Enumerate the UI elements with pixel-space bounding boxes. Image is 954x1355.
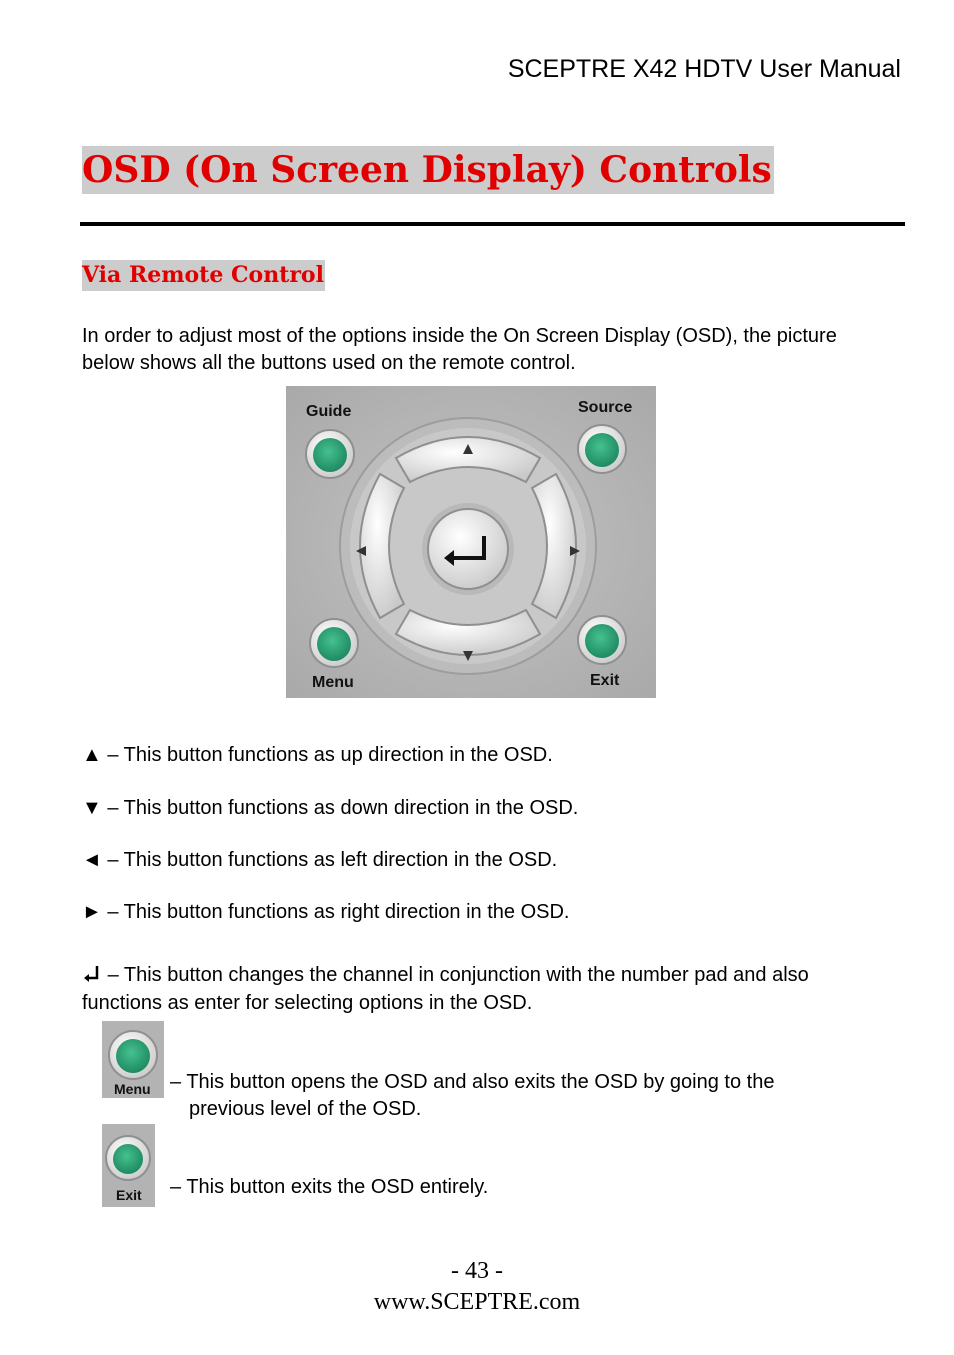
subsection-title-highlight — [82, 260, 325, 291]
remote-control-image — [286, 386, 656, 698]
enter-icon — [82, 963, 102, 983]
enter-button — [428, 509, 508, 589]
guide-label: Guide — [306, 403, 352, 420]
source-label: Source — [578, 399, 633, 416]
right-description — [82, 899, 569, 926]
menu-description-text-continued: previous level of the OSD. — [189, 1098, 422, 1120]
section-title-highlight — [82, 146, 774, 194]
title-divider — [80, 222, 905, 226]
left-arrow-icon: ◄ — [82, 849, 102, 871]
menu-thumbnail-label: Menu — [114, 1081, 151, 1097]
left-description-text: – This button functions as left direction in the OSD. — [107, 849, 558, 871]
exit-thumbnail-label: Exit — [116, 1187, 142, 1203]
menu-description-text: – This button opens the OSD and also exits the OSD by going to the — [170, 1071, 775, 1093]
manual-header-title: SCEPTRE X42 HDTV User Manual — [507, 55, 901, 83]
source-button — [578, 425, 626, 473]
exit-button — [578, 616, 626, 664]
right-arrow-icon: ► — [82, 901, 102, 923]
section-title: OSD (On Screen Display) Controls — [82, 149, 772, 191]
up-description-text: – This button functions as up direction in the OSD. — [107, 744, 553, 766]
intro-paragraph: In order to adjust most of the options inside the On Screen Display (OSD), the picture below shows all the buttons used on the remote control. — [82, 325, 837, 374]
exit-button-thumbnail — [102, 1124, 155, 1207]
up-arrow-icon: ▲ — [82, 744, 102, 766]
menu-label: Menu — [312, 674, 354, 691]
exit-description: – This button exits the OSD entirely. — [170, 1176, 489, 1198]
left-description — [82, 847, 557, 874]
up-description — [82, 742, 553, 769]
menu-button — [310, 619, 358, 667]
menu-description — [170, 1069, 870, 1123]
guide-button — [306, 430, 354, 478]
down-arrow-icon: ▼ — [82, 797, 102, 819]
page-number: - 43 - — [451, 1258, 503, 1284]
down-description-text: – This button functions as down direction in the OSD. — [107, 797, 579, 819]
subsection-title: Via Remote Control — [82, 262, 324, 288]
menu-button-thumbnail — [102, 1021, 164, 1098]
right-description-text: – This button functions as right direction in the OSD. — [107, 901, 570, 923]
down-description — [82, 795, 578, 822]
enter-description-text: – This button changes the channel in conjunction with the number pad and also functions as enter for selecting options in the OSD. — [82, 964, 809, 1014]
footer-website: www.SCEPTRE.com — [373, 1289, 581, 1315]
exit-label: Exit — [590, 672, 620, 689]
enter-description — [82, 961, 882, 1017]
